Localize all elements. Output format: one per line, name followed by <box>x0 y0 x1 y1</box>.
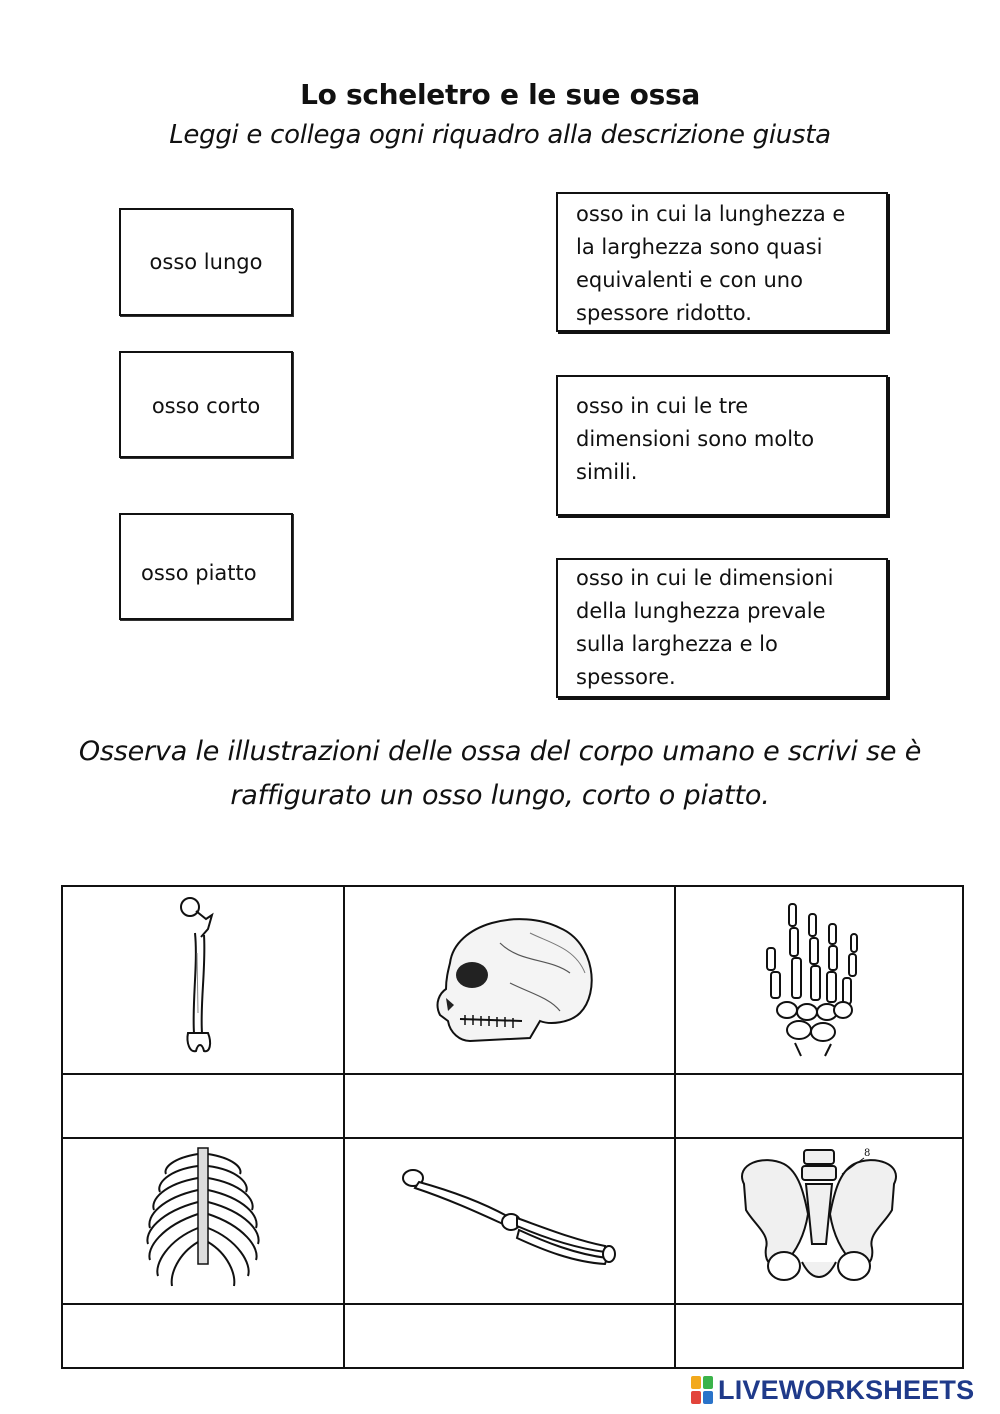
description-line: dimensioni sono molto <box>576 427 815 451</box>
instruction-text <box>40 730 960 818</box>
description-line: simili. <box>576 460 638 484</box>
image-row <box>62 1138 963 1304</box>
page-title: Lo scheletro e le sue ossa <box>300 78 700 111</box>
description-line: spessore ridotto. <box>576 301 752 325</box>
term-label: osso piatto <box>141 561 257 585</box>
description-line: la larghezza sono quasi <box>576 235 823 259</box>
rib-cage-illustration <box>138 1144 268 1294</box>
term-box-osso-lungo[interactable] <box>119 208 293 316</box>
answer-cell[interactable] <box>62 1074 344 1138</box>
skull-illustration <box>410 903 610 1053</box>
answer-input[interactable] <box>676 1304 966 1368</box>
answer-input[interactable] <box>63 1074 347 1138</box>
pelvis-illustration <box>724 1144 914 1294</box>
term-label: osso lungo <box>149 250 263 274</box>
description-line: spessore. <box>576 665 676 689</box>
answer-cell[interactable] <box>344 1304 675 1368</box>
hand-illustration <box>759 898 879 1058</box>
arm-bones-illustration <box>395 1164 625 1274</box>
answer-cell[interactable] <box>675 1304 963 1368</box>
answer-cell[interactable] <box>675 1074 963 1138</box>
image-cell <box>344 886 675 1074</box>
description-line: equivalenti e con uno <box>576 268 803 292</box>
image-cell <box>675 886 963 1074</box>
image-cell <box>344 1138 675 1304</box>
description-line: osso in cui la lunghezza e <box>576 202 846 226</box>
term-label: osso corto <box>151 394 261 418</box>
description-line: sulla larghezza e lo <box>576 632 778 656</box>
femur-illustration <box>168 893 238 1063</box>
image-cell <box>62 1138 344 1304</box>
liveworksheets-brand <box>690 1374 974 1406</box>
image-cell <box>62 886 344 1074</box>
description-line: osso in cui le dimensioni <box>576 566 834 590</box>
pelvis-label: 8 <box>864 1148 871 1159</box>
description-box-2[interactable] <box>556 375 888 516</box>
answer-row <box>62 1074 963 1138</box>
answer-cell[interactable] <box>344 1074 675 1138</box>
instruction-line-2: raffigurato un osso lungo, corto o piatto. <box>230 780 770 811</box>
answer-input[interactable] <box>345 1074 678 1138</box>
instruction-line-1: Osserva le illustrazioni delle ossa del corpo umano e scrivi se è <box>78 736 922 767</box>
description-line: osso in cui le tre <box>576 394 749 418</box>
answer-input[interactable] <box>63 1304 347 1368</box>
description-box-3[interactable] <box>556 558 888 698</box>
answer-row <box>62 1304 963 1368</box>
brand-text: LIVEWORKSHEETS <box>718 1374 975 1405</box>
image-row <box>62 886 963 1074</box>
term-box-osso-piatto[interactable] <box>119 513 293 620</box>
image-cell <box>675 1138 963 1304</box>
answer-input[interactable] <box>345 1304 678 1368</box>
description-line: della lunghezza prevale <box>576 599 826 623</box>
answer-input[interactable] <box>676 1074 966 1138</box>
answer-cell[interactable] <box>62 1304 344 1368</box>
liveworksheets-logo-icon <box>690 1375 714 1405</box>
page-subtitle: Leggi e collega ogni riquadro alla descrizione giusta <box>169 120 831 150</box>
term-box-osso-corto[interactable] <box>119 351 293 458</box>
description-box-1[interactable] <box>556 192 888 332</box>
bones-table <box>61 885 964 1369</box>
